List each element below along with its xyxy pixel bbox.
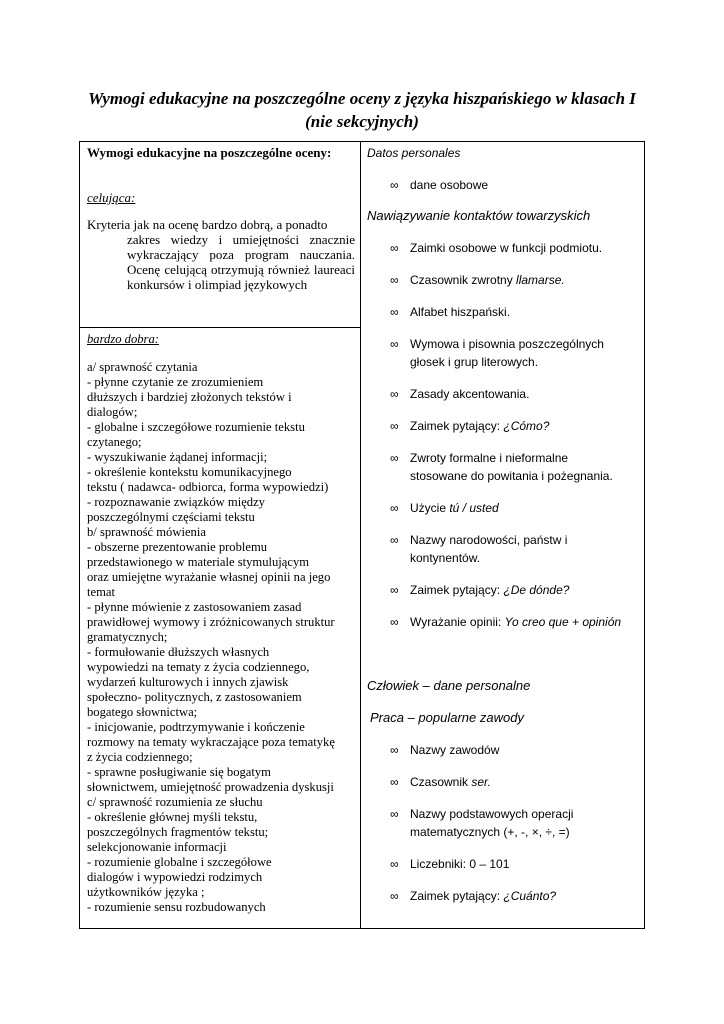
- text-line: b/ sprawność mówienia: [87, 525, 206, 539]
- bullet-icon: ∞: [390, 775, 399, 789]
- bullet-icon: ∞: [390, 501, 399, 515]
- text-line: dłuższych i bardziej złożonych tekstów i: [87, 390, 292, 404]
- list-item: ∞ Zasady akcentowania.: [390, 387, 530, 401]
- text-line: - inicjowanie, podtrzymywanie i kończenie: [87, 720, 305, 734]
- list-item: ∞ Liczebniki: 0 – 101: [390, 857, 510, 871]
- section-title: Nawiązywanie kontaktów towarzyskich: [367, 208, 591, 223]
- bullet-icon: ∞: [390, 807, 399, 821]
- text-line: wydarzeń kulturowych i innych zjawisk: [87, 675, 289, 689]
- row-divider: [80, 327, 360, 328]
- text-line: rozmowy na tematy wykraczające poza tematykę: [87, 735, 335, 749]
- bullet-icon: ∞: [390, 583, 399, 597]
- list-item: ∞ Zaimki osobowe w funkcji podmiotu.: [390, 241, 603, 255]
- bullet-icon: ∞: [390, 273, 399, 287]
- section-title: Datos personales: [367, 146, 461, 160]
- bullet-icon: ∞: [390, 743, 399, 757]
- text-line: użytkowników języka ;: [87, 885, 205, 899]
- text-line: temat: [87, 585, 115, 599]
- column-divider: [360, 142, 361, 928]
- celujaca-text-first: Kryteria jak na ocenę bardzo dobrą, a ponadto: [87, 217, 328, 232]
- list-item: ∞ Nazwy narodowości, państw i kontynentów.: [390, 533, 568, 565]
- text-line: słownictwem, umiejętność prowadzenia dyskusji: [87, 780, 334, 794]
- section-title: Człowiek – dane personalne: [367, 678, 531, 693]
- text-line: z życia codziennego;: [87, 750, 193, 764]
- list-item: ∞ Nazwy podstawowych operacji matematycznych (+, -, ×, ÷, =): [390, 807, 574, 839]
- text-line: c/ sprawność rozumienia ze słuchu: [87, 795, 263, 809]
- cell-bardzo-dobra: [87, 332, 355, 915]
- text-line: - określenie kontekstu komunikacyjnego: [87, 465, 292, 479]
- grade-label-bardzo-dobra: bardzo dobra:: [87, 332, 159, 346]
- bullet-icon: ∞: [390, 305, 399, 319]
- bullet-icon: ∞: [390, 241, 399, 255]
- bullet-icon: ∞: [390, 889, 399, 903]
- bullet-icon: ∞: [390, 337, 399, 351]
- text-line: przedstawionego w materiale stymulującym: [87, 555, 310, 569]
- text-line: a/ sprawność czytania: [87, 360, 198, 374]
- text-line: selekcjonowanie informacji: [87, 840, 227, 854]
- text-line: gramatycznych;: [87, 630, 168, 644]
- list-item: ∞ Czasownik zwrotny llamarse.: [390, 273, 565, 287]
- text-line: dialogów;: [87, 405, 138, 419]
- text-line: - płynne czytanie ze zrozumieniem: [87, 375, 264, 389]
- text-line: poszczególnymi częściami tekstu: [87, 510, 255, 524]
- text-line: - określenie głównej myśli tekstu,: [87, 810, 258, 824]
- celujaca-text-rest: zakres wiedzy i umiejętności znacznie wykraczający poza program nauczania. Ocenę celującą otrzymują również laureaci konkursów i olimpiad językowych: [127, 232, 355, 292]
- list-item: ∞ Zaimek pytający: ¿Cómo?: [390, 419, 550, 433]
- bullet-icon: ∞: [390, 615, 399, 629]
- title-line-2: (nie sekcyjnych): [305, 112, 419, 131]
- requirements-table: [79, 141, 645, 929]
- text-line: - wyszukiwanie żądanej informacji;: [87, 450, 268, 464]
- bullet-icon: ∞: [390, 178, 399, 192]
- text-line: poszczególnych fragmentów tekstu;: [87, 825, 269, 839]
- text-line: oraz umiejętne wyrażanie własnej opinii na jego: [87, 570, 331, 584]
- list-item: ∞ Wymowa i pisownia poszczególnych głosek i grup literowych.: [390, 337, 604, 369]
- text-line: - rozumienie globalne i szczegółowe: [87, 855, 272, 869]
- text-line: prawidłowej wymowy i zróżnicowanych struktur: [87, 615, 335, 629]
- title-line-1: Wymogi edukacyjne na poszczególne oceny z języka hiszpańskiego w klasach I: [88, 89, 636, 108]
- text-line: społeczno- politycznych, z zastosowaniem: [87, 690, 302, 704]
- bullet-icon: ∞: [390, 533, 399, 547]
- text-line: bogatego słownictwa;: [87, 705, 198, 719]
- text-line: - globalne i szczegółowe rozumienie tekstu: [87, 420, 305, 434]
- table-header: Wymogi edukacyjne na poszczególne oceny:: [87, 145, 332, 160]
- grade-label-celujaca: celująca:: [87, 190, 136, 205]
- list-item: ∞ Czasownik ser.: [390, 775, 491, 789]
- text-line: tekstu ( nadawca- odbiorca, forma wypowiedzi): [87, 480, 329, 494]
- text-line: wypowiedzi na tematy z życia codziennego,: [87, 660, 310, 674]
- text-line: - sprawne posługiwanie się bogatym: [87, 765, 271, 779]
- list-item: ∞ Nazwy zawodów: [390, 743, 500, 757]
- text-line: - formułowanie dłuższych własnych: [87, 645, 270, 659]
- page-title: [80, 87, 644, 133]
- bullet-icon: ∞: [390, 387, 399, 401]
- list-item: ∞ Zaimek pytający: ¿Cuánto?: [390, 889, 557, 903]
- text-line: - rozpoznawanie związków między: [87, 495, 265, 509]
- bullet-icon: ∞: [390, 419, 399, 433]
- list-item: ∞ Wyrażanie opinii: Yo creo que + opinión: [390, 615, 622, 629]
- list-item: ∞ Użycie tú / usted: [390, 501, 499, 515]
- bullet-icon: ∞: [390, 451, 399, 465]
- bullet-icon: ∞: [390, 857, 399, 871]
- list-item: ∞ dane osobowe: [390, 178, 489, 192]
- text-line: - rozumienie sensu rozbudowanych: [87, 900, 266, 914]
- text-line: dialogów i wypowiedzi rodzimych: [87, 870, 263, 884]
- cell-celujaca: [87, 145, 355, 292]
- list-item: ∞ Zaimek pytający: ¿De dónde?: [390, 583, 570, 597]
- list-item: ∞ Alfabet hiszpański.: [390, 305, 511, 319]
- list-item: ∞ Zwroty formalne i nieformalne stosowane do powitania i pożegnania.: [390, 451, 613, 483]
- text-line: - obszerne prezentowanie problemu: [87, 540, 268, 554]
- text-line: czytanego;: [87, 435, 142, 449]
- section-title: Praca – popularne zawody: [370, 710, 524, 725]
- text-line: - płynne mówienie z zastosowaniem zasad: [87, 600, 302, 614]
